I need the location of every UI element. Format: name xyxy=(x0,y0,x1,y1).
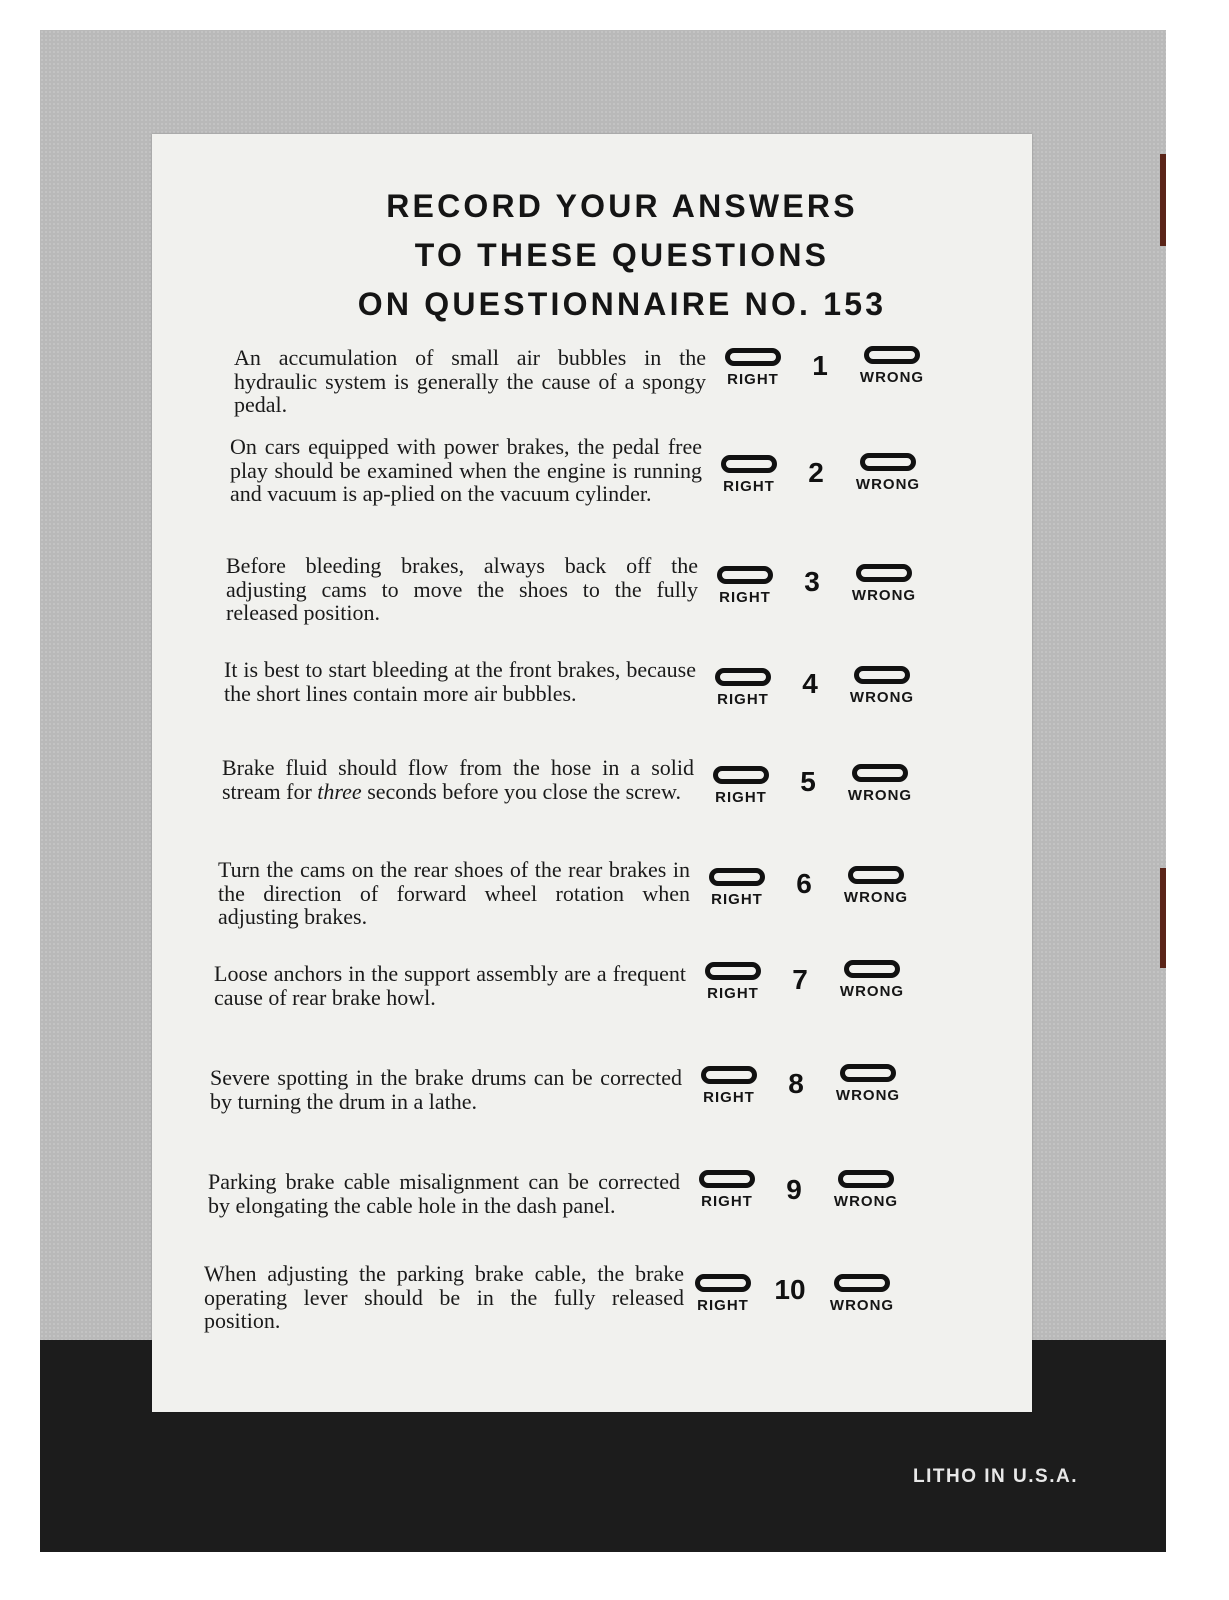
question-text: Turn the cams on the rear shoes of the rear brakes in the direction of forward wheel rotation when adjusting brakes. xyxy=(218,857,690,929)
right-label: RIGHT xyxy=(711,891,763,908)
booklet-back-cover xyxy=(40,30,1166,1552)
right-label: RIGHT xyxy=(703,1089,755,1106)
wrong-oval[interactable] xyxy=(834,1274,890,1292)
card-title xyxy=(152,182,1032,329)
right-label: RIGHT xyxy=(701,1193,753,1210)
question-text: Parking brake cable misalignment can be corrected by elongating the cable hole in the dash panel. xyxy=(208,1169,680,1218)
title-line: RECORD YOUR ANSWERS xyxy=(386,188,858,224)
question-number: 2 xyxy=(808,457,824,488)
wrong-oval[interactable] xyxy=(864,346,920,364)
wrong-label: WRONG xyxy=(847,787,913,804)
wrong-label: WRONG xyxy=(849,689,915,706)
question-text: An accumulation of small air bubbles in the hydraulic system is generally the cause of a spongy pedal. xyxy=(234,345,706,417)
right-answer[interactable] xyxy=(702,868,772,908)
right-answer[interactable] xyxy=(694,1066,764,1106)
wrong-answer[interactable] xyxy=(852,346,932,386)
right-oval[interactable] xyxy=(705,962,761,980)
right-answer[interactable] xyxy=(718,348,788,388)
right-answer[interactable] xyxy=(714,455,784,495)
wrong-oval[interactable] xyxy=(860,453,916,471)
question-number: 8 xyxy=(788,1068,804,1099)
right-label: RIGHT xyxy=(707,985,759,1002)
wrong-label: WRONG xyxy=(855,476,921,493)
wrong-oval[interactable] xyxy=(838,1170,894,1188)
right-oval[interactable] xyxy=(717,566,773,584)
wrong-label: WRONG xyxy=(829,1297,895,1314)
right-oval[interactable] xyxy=(709,868,765,886)
right-answer[interactable] xyxy=(692,1170,762,1210)
question-number: 3 xyxy=(804,566,820,597)
question-number: 4 xyxy=(802,668,818,699)
wrong-label: WRONG xyxy=(839,983,905,1000)
wrong-answer[interactable] xyxy=(840,764,920,804)
wrong-answer[interactable] xyxy=(828,1064,908,1104)
wrong-answer[interactable] xyxy=(822,1274,902,1314)
wrong-answer[interactable] xyxy=(826,1170,906,1210)
right-answer[interactable] xyxy=(698,962,768,1002)
right-oval[interactable] xyxy=(725,348,781,366)
wrong-label: WRONG xyxy=(835,1087,901,1104)
wrong-oval[interactable] xyxy=(856,564,912,582)
question-text: On cars equipped with power brakes, the pedal free play should be examined when the engine is running and vacuum is ap-plied on the vacuum cylinder. xyxy=(230,434,702,506)
right-answer[interactable] xyxy=(706,766,776,806)
question-text: Loose anchors in the support assembly are a frequent cause of rear brake howl. xyxy=(214,961,686,1010)
wrong-answer[interactable] xyxy=(842,666,922,706)
right-label: RIGHT xyxy=(719,589,771,606)
right-answer[interactable] xyxy=(688,1274,758,1314)
wrong-oval[interactable] xyxy=(848,866,904,884)
question-number: 9 xyxy=(786,1174,802,1205)
wrong-label: WRONG xyxy=(851,587,917,604)
wrong-label: WRONG xyxy=(833,1193,899,1210)
right-oval[interactable] xyxy=(699,1170,755,1188)
wrong-oval[interactable] xyxy=(840,1064,896,1082)
right-label: RIGHT xyxy=(715,789,767,806)
wrong-answer[interactable] xyxy=(836,866,916,906)
right-label: RIGHT xyxy=(697,1297,749,1314)
question-number: 1 xyxy=(812,350,828,381)
right-label: RIGHT xyxy=(717,691,769,708)
right-answer[interactable] xyxy=(708,668,778,708)
question-text-emphasis: three xyxy=(317,778,362,804)
right-oval[interactable] xyxy=(721,455,777,473)
question-text xyxy=(222,756,694,803)
question-text: When adjusting the parking brake cable, the brake operating lever should be in the fully released position. xyxy=(204,1261,684,1333)
right-label: RIGHT xyxy=(723,478,775,495)
question-text: Severe spotting in the brake drums can be corrected by turning the drum in a lathe. xyxy=(210,1065,682,1114)
wrong-answer[interactable] xyxy=(848,453,928,493)
questionnaire-card xyxy=(152,134,1032,1412)
question-text: It is best to start bleeding at the front brakes, because the short lines contain more air bubbles. xyxy=(224,657,696,706)
wrong-oval[interactable] xyxy=(844,960,900,978)
wrong-answer[interactable] xyxy=(844,564,924,604)
question-number: 7 xyxy=(792,964,808,995)
wrong-answer[interactable] xyxy=(832,960,912,1000)
binding-mark xyxy=(1160,154,1166,246)
title-line: TO THESE QUESTIONS xyxy=(414,237,830,273)
question-text: Before bleeding brakes, always back off the adjusting cams to move the shoes to the fully released position. xyxy=(226,553,698,625)
title-line: ON QUESTIONNAIRE NO. 153 xyxy=(357,286,887,322)
right-oval[interactable] xyxy=(715,668,771,686)
question-text-end: seconds before you close the screw. xyxy=(361,778,681,804)
printer-imprint: LITHO IN U.S.A. xyxy=(913,1466,1078,1487)
right-oval[interactable] xyxy=(695,1274,751,1292)
binding-mark xyxy=(1160,868,1166,968)
question-text-start: Brake fluid should flow from the hose in a solid stream for xyxy=(222,755,694,804)
wrong-label: WRONG xyxy=(843,889,909,906)
right-label: RIGHT xyxy=(727,371,779,388)
question-number: 6 xyxy=(796,868,812,899)
question-number: 10 xyxy=(774,1274,806,1305)
wrong-label: WRONG xyxy=(859,369,925,386)
question-number: 5 xyxy=(800,766,816,797)
wrong-oval[interactable] xyxy=(854,666,910,684)
right-answer[interactable] xyxy=(710,566,780,606)
wrong-oval[interactable] xyxy=(852,764,908,782)
right-oval[interactable] xyxy=(713,766,769,784)
right-oval[interactable] xyxy=(701,1066,757,1084)
